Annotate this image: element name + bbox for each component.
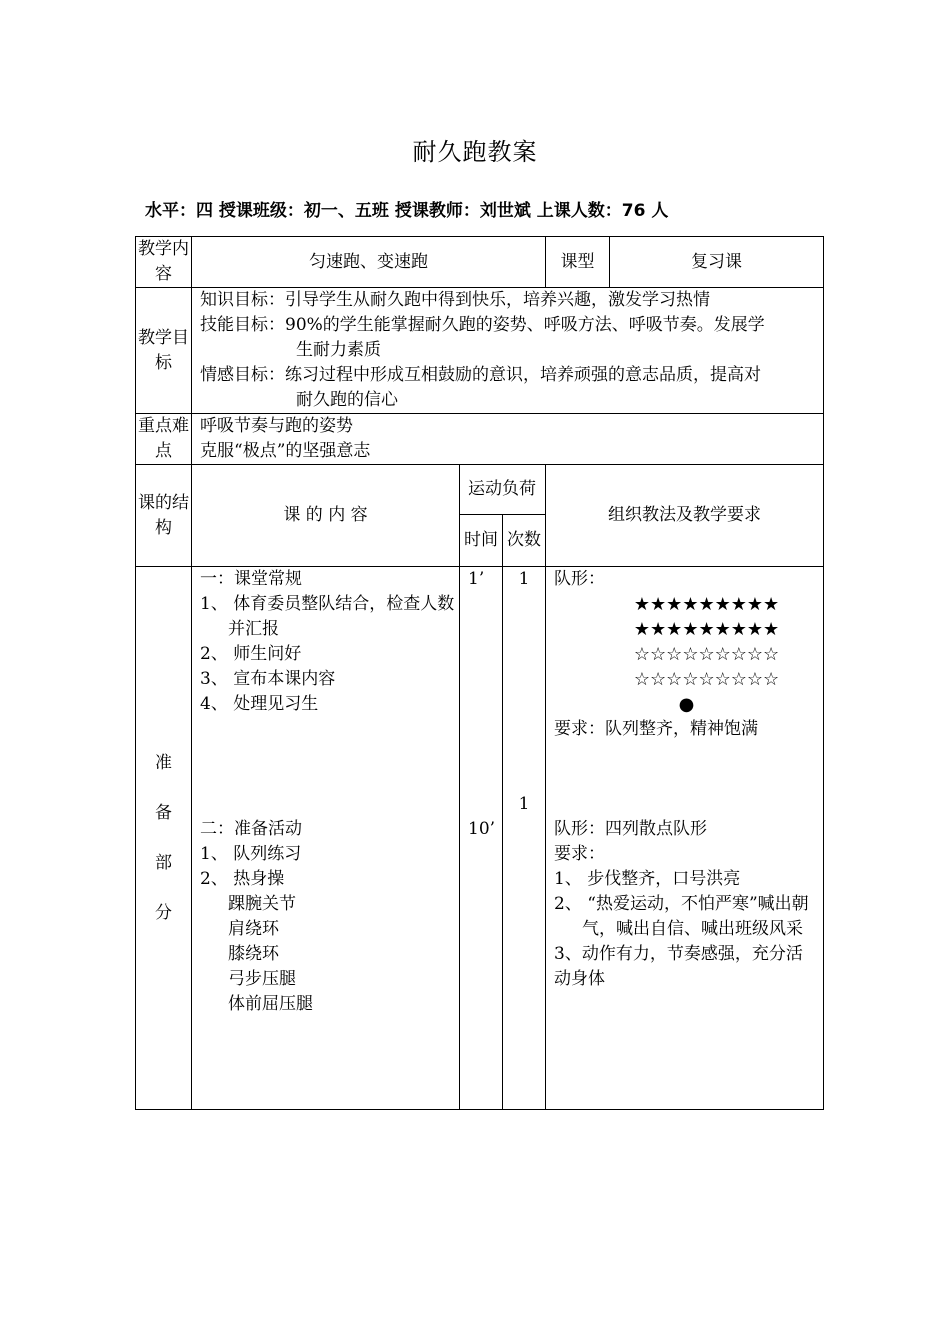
- warmup-item: 体前屈压腿: [228, 994, 313, 1014]
- warmup-item: 膝绕环: [228, 944, 279, 964]
- requirement-item: 2、 “热爱运动，不怕严寒”喊出朝气，喊出自信、喊出班级风采: [554, 894, 809, 939]
- skill-goal-cont: 生耐力素质: [296, 340, 381, 360]
- part2-item: 1、 队列练习: [200, 844, 302, 864]
- lesson-content: 匀速跑、变速跑: [192, 237, 546, 288]
- key-point-2: 克服“极点”的坚强意志: [200, 441, 371, 461]
- key-point-1: 呼吸节奏与跑的姿势: [200, 416, 353, 436]
- load-header: 运动负荷: [460, 465, 546, 515]
- content-header: 课 的 内 容: [192, 465, 460, 567]
- prep-content: [192, 567, 460, 1110]
- prep-label: 准 备 部 分: [136, 567, 192, 1110]
- formation-row: ☆☆☆☆☆☆☆☆☆: [633, 669, 780, 690]
- emotion-goal: 情感目标：练习过程中形成互相鼓励的意识，培养顽强的意志品质，提高对: [200, 365, 761, 385]
- formation-label: 队形：: [554, 569, 606, 589]
- page-title: 耐久跑教案: [412, 138, 538, 166]
- goals-cell: [192, 288, 824, 414]
- warmup-item: 踝腕关节: [228, 894, 296, 914]
- formation-2: 队形：四列散点队形: [554, 819, 708, 839]
- part2-count: 1: [518, 794, 530, 814]
- part1-item: 3、 宣布本课内容: [200, 669, 336, 689]
- part1-item: 2、 师生问好: [200, 644, 302, 664]
- part2-item: 2、 热身操: [200, 869, 285, 889]
- content-label: 教学内容: [136, 237, 192, 288]
- prep-count: [503, 567, 546, 1110]
- structure-header: 课的结构: [136, 465, 192, 567]
- lesson-plan-table: [135, 236, 824, 1110]
- teacher-marker: ●: [678, 694, 695, 715]
- emotion-goal-cont: 耐久跑的信心: [296, 390, 398, 410]
- part2-time: 10’: [468, 819, 496, 839]
- warmup-item: 肩绕环: [228, 919, 279, 939]
- method-header: 组织教法及教学要求: [546, 465, 824, 567]
- part1-item: 4、 处理见习生: [200, 694, 319, 714]
- requirement-item: 3、动作有力，节奏感强，充分活动身体: [554, 944, 803, 989]
- time-header: 时间: [460, 515, 503, 567]
- formation-row: ☆☆☆☆☆☆☆☆☆: [633, 644, 780, 665]
- part1-item: 1、 体育委员整队结合，检查人数并汇报: [200, 594, 455, 639]
- part1-time: 1’: [468, 569, 485, 589]
- requirement-2-label: 要求：: [554, 844, 606, 864]
- requirement-1: 要求：队列整齐，精神饱满: [554, 719, 759, 739]
- warmup-item: 弓步压腿: [228, 969, 296, 989]
- lesson-type: 复习课: [610, 237, 824, 288]
- goals-label: 教学目标: [136, 288, 192, 414]
- part1-count: 1: [518, 569, 530, 589]
- prep-time: [460, 567, 503, 1110]
- knowledge-goal: 知识目标：引导学生从耐久跑中得到快乐，培养兴趣，激发学习热情: [200, 290, 710, 310]
- prep-method: [546, 567, 824, 1110]
- count-header: 次数: [503, 515, 546, 567]
- formation-row: ★★★★★★★★★: [633, 594, 780, 615]
- key-label: 重点难点: [136, 414, 192, 465]
- part1-title: 一：课堂常规: [200, 569, 302, 589]
- class-info: 水平：四 授课班级：初一、五班 授课教师：刘世斌 上课人数：76 人: [145, 201, 669, 221]
- lesson-type-label: 课型: [546, 237, 610, 288]
- skill-goal: 技能目标：90%的学生能掌握耐久跑的姿势、呼吸方法、呼吸节奏。发展学: [200, 315, 765, 335]
- key-cell: [192, 414, 824, 465]
- part2-title: 二：准备活动: [200, 819, 302, 839]
- requirement-item: 1、 步伐整齐，口号洪亮: [554, 869, 741, 889]
- formation-row: ★★★★★★★★★: [633, 619, 780, 640]
